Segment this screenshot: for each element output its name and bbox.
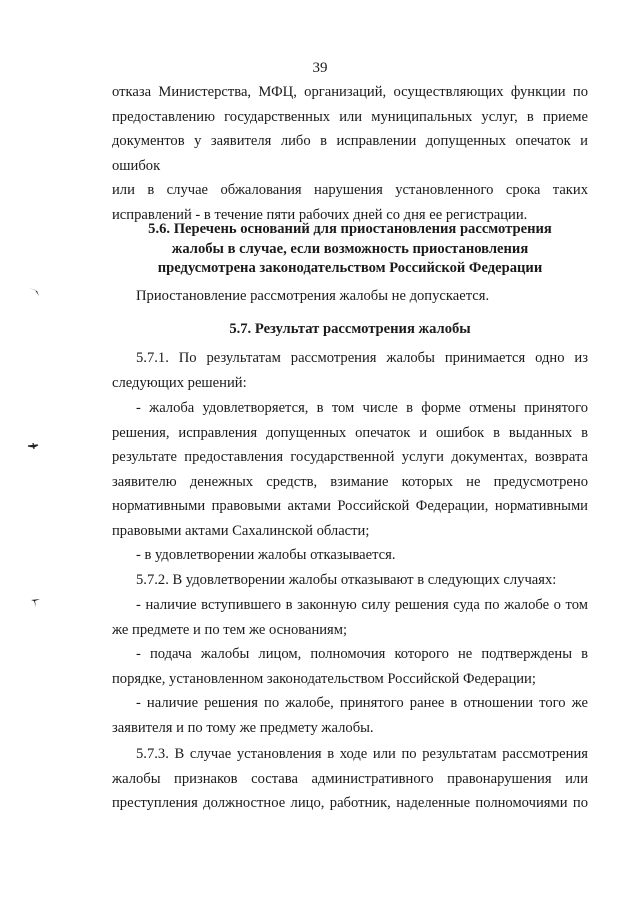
text-line: или в случае обжалования нарушения установленного срока таких <box>112 182 588 198</box>
heading-line: 5.6. Перечень оснований для приостановления рассмотрения <box>148 221 552 237</box>
text-line: предоставлению государственных или муниципальных услуг, в приеме <box>112 108 588 125</box>
text-line: порядке, установленном законодательством Российской Федерации; <box>112 670 536 687</box>
text-line: же предмете и по тем же основаниям; <box>112 621 348 638</box>
reason-item-unauthorized <box>112 642 588 691</box>
section-heading-5-7 <box>112 320 588 340</box>
text-line: заявителю денежных средств, взимание которых не предусмотрено <box>112 473 588 490</box>
text-line: - наличие вступившего в законную силу решения суда по жалобе о том <box>136 597 588 613</box>
text-line: - в удовлетворении жалобы отказывается. <box>136 547 396 563</box>
text-line: жалобы признаков состава административного правонарушения или <box>112 770 588 787</box>
text-line: 5.7.2. В удовлетворении жалобы отказывают в следующих случаях: <box>136 572 557 588</box>
text-line: результате предоставления государственной услуги документах, возврата <box>112 449 588 465</box>
section-heading-5-6 <box>112 220 588 279</box>
text-line: - подача жалобы лицом, полномочия которого не подтверждены в <box>136 646 588 662</box>
paragraph-continuation <box>112 80 588 227</box>
scan-mark-icon <box>30 596 42 608</box>
text-line: решения, исправления допущенных опечаток и ошибок в выданных в <box>112 424 588 441</box>
text-line: отказа Министерства, МФЦ, организаций, осуществляющих функции по <box>112 84 588 100</box>
text-line: 5.7.3. В случае установления в ходе или по результатам рассмотрения <box>136 746 588 762</box>
text-line: исправлений - в течение пяти рабочих дней со дня ее регистрации. <box>112 206 528 223</box>
text-line: 5.7.1. По результатам рассмотрения жалобы принимается одно из <box>136 350 588 366</box>
paragraph-5-6 <box>136 284 588 309</box>
text-line: нормативными правовыми актами Российской Федерации, нормативными <box>112 498 588 514</box>
heading-line: 5.7. Результат рассмотрения жалобы <box>229 321 471 337</box>
page-number: 39 <box>312 60 328 76</box>
paragraph-5-7-1 <box>112 346 588 395</box>
reason-item-prior-decision <box>112 691 588 740</box>
text-line: - жалоба удовлетворяется, в том числе в форме отмены принятого <box>136 400 588 416</box>
text-line: Приостановление рассмотрения жалобы не допускается. <box>136 288 490 304</box>
text-line: документов у заявителя либо в исправлении допущенных опечаток и ошибок <box>112 133 588 174</box>
text-line: заявителя и по тому же предмету жалобы. <box>112 719 374 736</box>
heading-line: предусмотрена законодательством Российской Федерации <box>157 260 543 276</box>
text-line: правовыми актами Сахалинской области; <box>112 522 370 539</box>
paragraph-5-7-3 <box>112 742 588 816</box>
text-line: преступления должностное лицо, работник, наделенные полномочиями по <box>112 795 588 811</box>
list-item-satisfied <box>112 396 588 543</box>
scan-mark-icon <box>27 440 39 452</box>
reason-item-court-decision <box>112 593 588 642</box>
scan-mark-icon <box>28 285 40 297</box>
list-item-refused <box>136 543 588 568</box>
text-line: следующих решений: <box>112 374 247 391</box>
paragraph-5-7-2 <box>136 568 588 593</box>
heading-line: жалобы в случае, если возможность приостановления <box>171 240 529 257</box>
text-line: - наличие решения по жалобе, принятого ранее в отношении того же <box>136 695 588 711</box>
